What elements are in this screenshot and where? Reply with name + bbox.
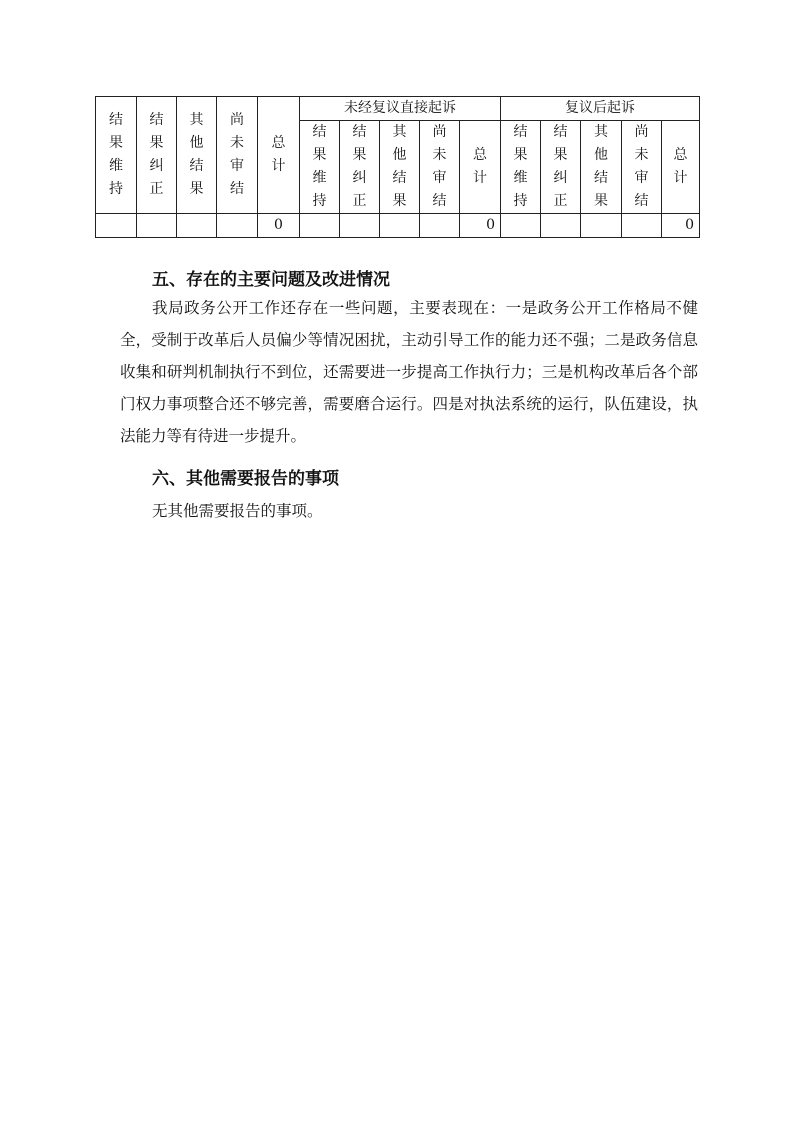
value-cell	[420, 214, 460, 238]
g1-other-result: 其他结果	[380, 121, 420, 214]
g2-result-upheld: 结果维持	[501, 121, 541, 214]
header-result-upheld: 结果维持	[96, 97, 137, 214]
section-six-heading: 六、其他需要报告的事项	[152, 469, 339, 489]
g2-other-result: 其他结果	[581, 121, 622, 214]
header-pending: 尚未审结	[217, 97, 258, 214]
value-cell	[541, 214, 581, 238]
value-cell	[300, 214, 340, 238]
g1-pending: 尚未审结	[420, 121, 460, 214]
group-direct-lawsuit-title: 未经复议直接起诉	[300, 97, 501, 121]
value-cell	[137, 214, 177, 238]
section-five-body: 我局政务公开工作还存在一些问题，主要表现在：一是政务公开工作格局不健全，受制于改革后人员偏少等情况困扰，主动引导工作的能力还不强；二是政务信息收集和研判机制执行不到位，还需要进一步提高工作执行力；三是机构改革后各个部门权力事项整合还不够完善，需要磨合运行。四是对执法系统的运行，队伍建设，执法能力等有待进一步提升。	[120, 299, 698, 445]
header-other-result: 其他结果	[177, 97, 217, 214]
group-after-review-lawsuit-title: 复议后起诉	[501, 97, 700, 121]
value-cell	[340, 214, 380, 238]
value-cell	[96, 214, 137, 238]
value-total: 0	[258, 214, 300, 238]
lawsuit-stats-table-wrap	[95, 96, 700, 238]
section-five-heading: 五、存在的主要问题及改进情况	[152, 270, 390, 290]
section-six-body: 无其他需要报告的事项。	[152, 502, 323, 520]
header-result-corrected: 结果纠正	[137, 97, 177, 214]
value-g2-total: 0	[662, 214, 700, 238]
value-cell	[622, 214, 662, 238]
value-g1-total: 0	[460, 214, 501, 238]
header-total: 总计	[258, 97, 300, 214]
g2-result-corrected: 结果纠正	[541, 121, 581, 214]
value-cell	[581, 214, 622, 238]
value-cell	[380, 214, 420, 238]
value-cell	[177, 214, 217, 238]
g1-result-upheld: 结果维持	[300, 121, 340, 214]
value-cell	[501, 214, 541, 238]
lawsuit-stats-table	[95, 96, 700, 238]
g2-total: 总计	[662, 121, 700, 214]
g1-total: 总计	[460, 121, 501, 214]
value-cell	[217, 214, 258, 238]
g1-result-corrected: 结果纠正	[340, 121, 380, 214]
g2-pending: 尚未审结	[622, 121, 662, 214]
